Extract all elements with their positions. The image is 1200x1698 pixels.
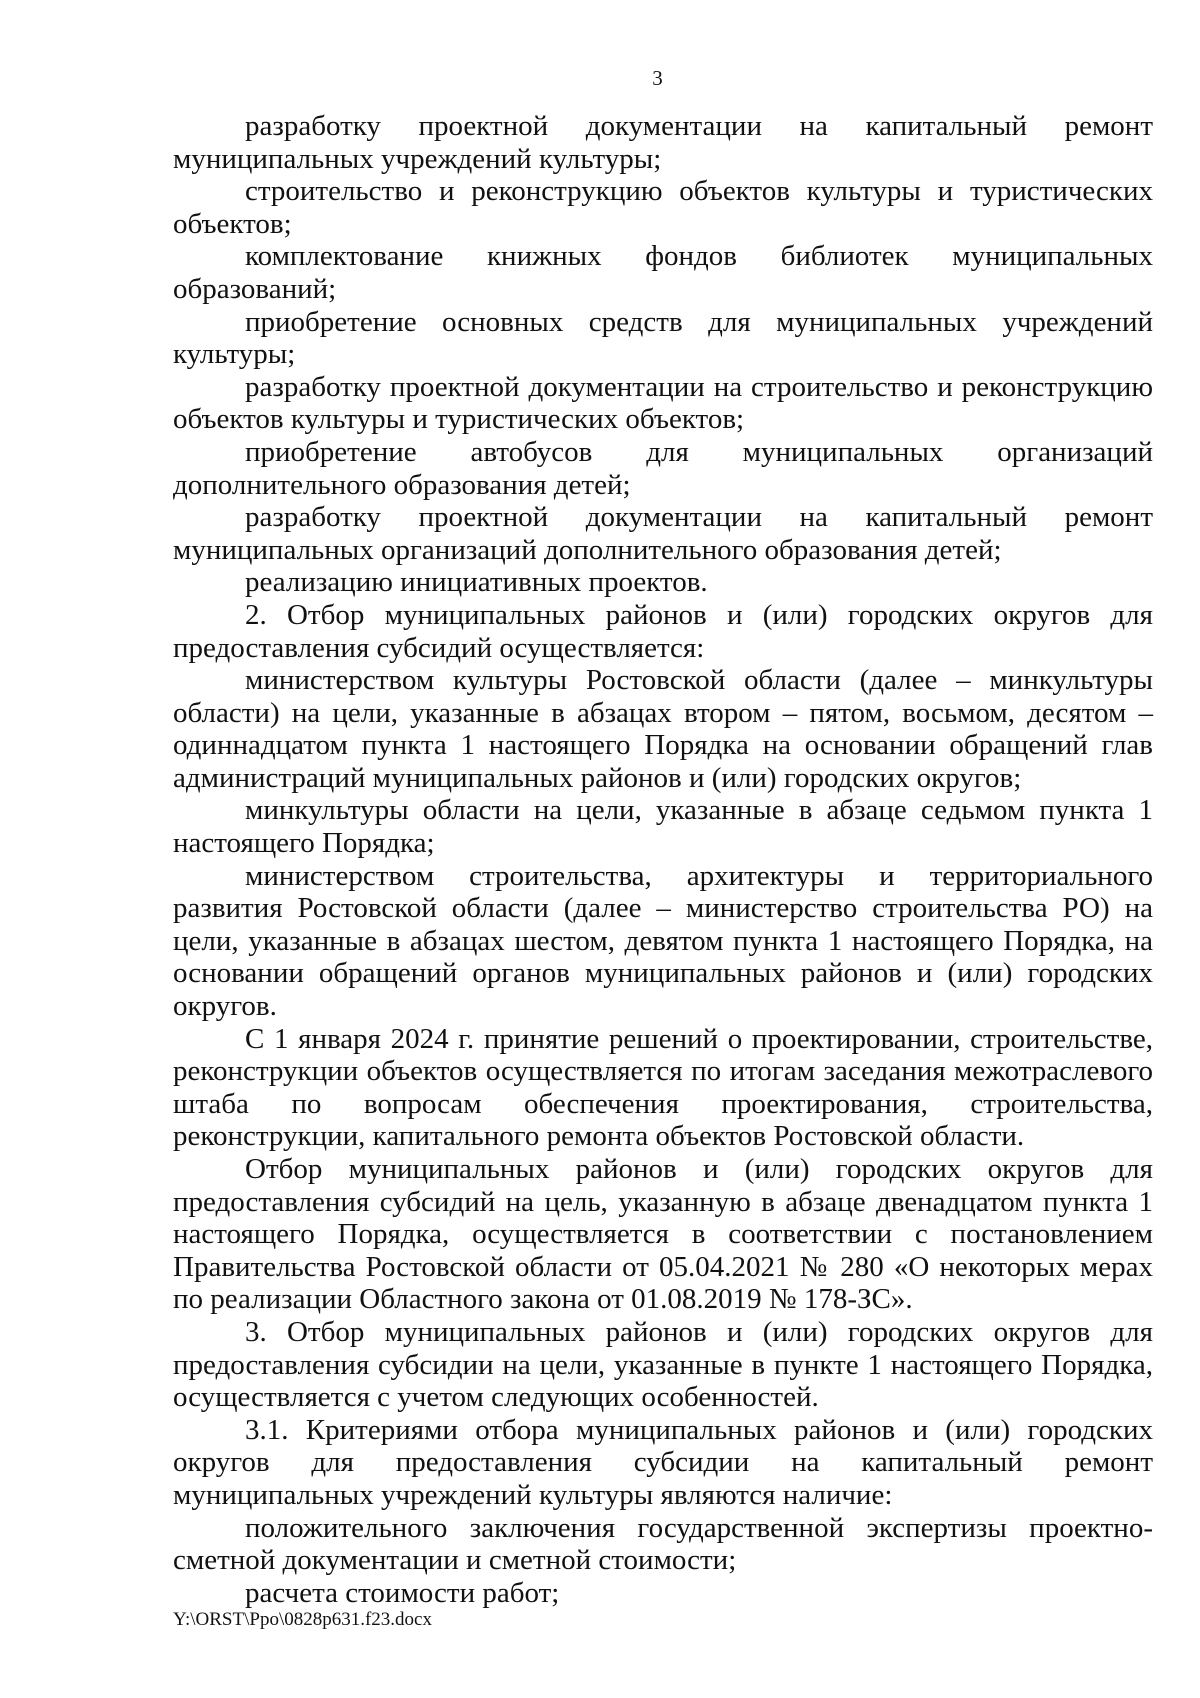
paragraph: Отбор муниципальных районов и (или) городских округов для предоставления субсидий на цель, указанную в абзаце двенадцатом пункта 1 настоящего Порядка, осуществляется в соответствии с постановлением Правительства Ростовской области от 05.04.2021 № 280 «О некоторых мерах по реализации Областного закона от 01.08.2019 № 178-ЗС».	[173, 1153, 1153, 1316]
paragraph: минкультуры области на цели, указанные в абзаце седьмом пункта 1 настоящего Порядка;	[173, 794, 1153, 860]
paragraph: расчета стоимости работ;	[245, 1576, 560, 1609]
paragraph: 3. Отбор муниципальных районов и (или) городских округов для предоставления субсидии на цели, указанные в пункте 1 настоящего Порядка, осуществляется с учетом следующих особенностей.	[173, 1315, 1153, 1414]
footer-file-path: Y:\ORST\Ppo\0828p631.f23.docx	[173, 1609, 432, 1630]
page-number: 3	[652, 66, 663, 90]
paragraph: министерством строительства, архитектуры и территориального развития Ростовской области (далее – министерство строительства РО) на цели, указанные в абзацах шестом, девятом пункта 1 настоящего Порядка, на основании обращений органов муниципальных районов и (или) городских округов.	[173, 859, 1153, 1023]
paragraph: разработку проектной документации на капитальный ремонт муниципальных организаций дополнительного образования детей;	[173, 501, 1153, 566]
paragraph: реализацию инициативных проектов.	[245, 566, 708, 599]
paragraph: министерством культуры Ростовской области (далее – минкультуры области) на цели, указанные в абзацах втором – пятом, восьмом, десятом – одиннадцатом пункта 1 настоящего Порядка на основании обращений глав администраций муниципальных районов и (или) городских округов;	[173, 664, 1153, 794]
paragraph: разработку проектной документации на строительство и реконструкцию объектов культуры и туристических объектов;	[173, 370, 1153, 436]
paragraph: 3.1. Критериями отбора муниципальных районов и (или) городских округов для предоставления субсидии на капитальный ремонт муниципальных учреждений культуры являются наличие:	[173, 1413, 1153, 1511]
paragraph: комплектование книжных фондов библиотек муниципальных образований;	[173, 240, 1153, 305]
paragraph: приобретение автобусов для муниципальных организаций дополнительного образования детей;	[173, 435, 1153, 501]
paragraph: С 1 января 2024 г. принятие решений о проектировании, строительстве, реконструкции объектов осуществляется по итогам заседания межотраслевого штаба по вопросам обеспечения проектирования, строительства, реконструкции, капитального ремонта объектов Ростовской области.	[173, 1022, 1153, 1153]
paragraph: положительного заключения государственной экспертизы проектно-сметной документации и сметной стоимости;	[173, 1511, 1153, 1577]
document-body	[173, 110, 1153, 1609]
paragraph: строительство и реконструкцию объектов культуры и туристических объектов;	[173, 175, 1153, 240]
paragraph: приобретение основных средств для муниципальных учреждений культуры;	[173, 305, 1153, 371]
paragraph: 2. Отбор муниципальных районов и (или) городских округов для предоставления субсидий осуществляется:	[173, 598, 1153, 664]
paragraph: разработку проектной документации на капитальный ремонт муниципальных учреждений культуры;	[173, 110, 1153, 175]
